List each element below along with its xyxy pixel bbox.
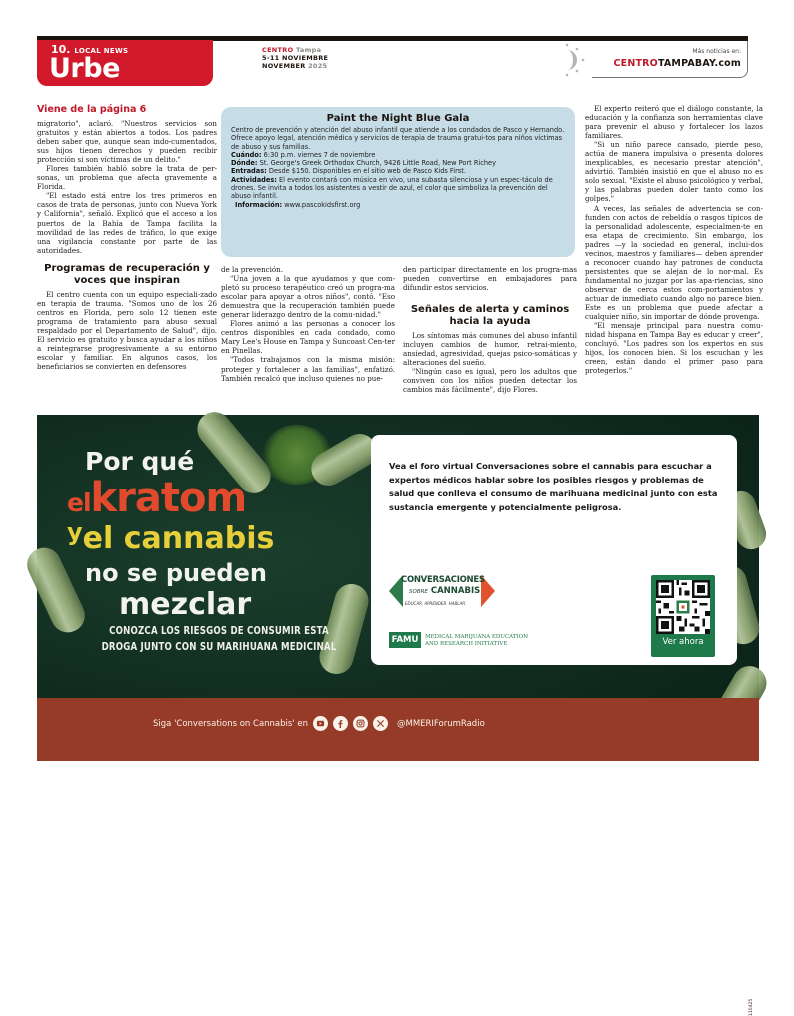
youtube-icon[interactable] <box>313 716 328 731</box>
article-column-4 <box>585 104 763 375</box>
paragraph: "Todos trabajamos con la misma misión: proteger y fortalecer a las familias", enfatizó. También recalcó que incluso quienes no pue- <box>221 355 395 383</box>
field-label: Información: <box>235 200 283 209</box>
field-value: Desde $150. Disponibles en el sitio web de Pasco Kids First. <box>266 167 466 176</box>
subheading: Programas de recuperación y voces que inspiran <box>44 262 210 286</box>
headline-cannabis: el cannabis <box>82 521 275 556</box>
paragraph: "Ningún caso es igual, pero los adultos que conviven con los niños pueden detectar los cambios más fácilmente", dijo Flores. <box>403 367 577 395</box>
section-tab <box>37 40 213 86</box>
paragraph: de la prevención. <box>221 265 283 274</box>
instagram-icon[interactable] <box>353 716 368 731</box>
field-label: Dónde: <box>231 159 258 168</box>
cannabis-kratom-advertisement <box>37 415 759 1016</box>
paragraph: "Una joven a la que ayudamos y que com-pletó su proceso terapéutico creó un progra-ma escolar para apoyar a otros niños", contó. "Eso demuestra que la recuperación también puede generar liderazgo dentro de la comu-nidad." <box>221 274 395 320</box>
headline-line-5: mezclar <box>119 587 252 622</box>
paragraph: den participar directamente en los progra-mas pueden convertirse en embajadores para difundir estos servicios. <box>403 265 577 293</box>
promo-site-red: CENTRO <box>613 58 658 69</box>
event-activities <box>231 176 565 201</box>
website-promo[interactable] <box>592 41 748 78</box>
section-name: Urbe <box>49 53 120 84</box>
paragraph: "El mensaje principal para nuestra comu-nidad hispana en Tampa Bay es educar y creer", concluyó. "Los padres son los expertos en sus hijos, los conocen bien. Si los escuchan y les creen, están dando el primer paso para protegerlos." <box>585 321 763 376</box>
paragraph: El experto reiteró que el diálogo constante, la educación y la confianza son herramientas clave para prevenir el abuso y fortalecer los lazos familiares. <box>585 104 763 141</box>
ver-ahora-label[interactable]: Ver ahora <box>662 637 704 647</box>
famu-line-2: AND RESEARCH INITIATIVE <box>425 640 508 647</box>
conversaciones-logo <box>389 569 499 621</box>
publication-city: Tampa <box>296 46 322 54</box>
field-label: Cuándo: <box>231 150 262 159</box>
paragraph: "El estado está entre los tres primeros en casos de trata de personas, junto con Nueva York y California", señaló. Explicó que el acceso a los puertos de la Bahía de Tampa facilita la movilidad de las redes de tráfico, lo que exige una vigilancia constante por parte de las autoridades. <box>37 191 217 255</box>
field-value: El evento contará con música en vivo, una subasta silenciosa y un espec-táculo de drones. Se invita a todos los asistentes a vestir de azul, el color que simboliza la prevención del abuso infantil. <box>231 175 553 201</box>
famu-line-1: MEDICAL MARIJUANA EDUCATION <box>425 634 529 640</box>
issue-info <box>262 46 328 70</box>
famu-text <box>425 634 528 647</box>
paragraph: Flores también habló sobre la trata de per-sonas, un problema que afecta gravemente a Florida. <box>37 164 217 192</box>
promo-label: Más noticias en: <box>692 48 741 55</box>
event-tickets <box>231 167 565 175</box>
promo-site-dark: TAMPABAY.com <box>657 58 741 69</box>
social-follow-row <box>153 716 485 731</box>
page-number-value: 10. <box>51 43 71 56</box>
headline-line-2 <box>67 475 246 521</box>
famu-badge: FAMU <box>389 632 421 648</box>
event-where <box>231 159 565 167</box>
continued-from-kicker: Viene de la página 6 <box>37 104 147 115</box>
headline-line-3 <box>67 518 275 556</box>
subheading: Señales de alerta y caminos hacia la ayuda <box>410 304 570 328</box>
logo-line-1: CONVERSACIONES <box>401 575 485 585</box>
event-description: Centro de prevención y atención del abuso infantil que atiende a los condados de Pasco y Hernando. Ofrece apoyo legal, atención médica y servicios de terapia de trauma gratui-tos para niños víctimas de abuso y sus familias. <box>231 126 565 151</box>
ad-footer <box>37 698 759 1016</box>
issue-date-es: 5-11 NOVIEMBRE <box>262 54 329 62</box>
paragraph: Flores animó a las personas a conocer los centros disponibles en cada condado, como Mary Lee's House en Tampa y Suncoast Cen-ter en Pinellas. <box>221 319 395 356</box>
paragraph: "Si un niño parece cansado, pierde peso, actúa de manera impulsiva o presenta dolores inexplicables, es necesario prestar atención", advirtió. También insistió en que el abuso no es solo sexual. "Existe el abuso psicológico y verbal, y las palabras pueden doler tanto como los golpes." <box>585 140 763 204</box>
logo-sobre: SOBRE <box>409 589 428 595</box>
article-column-1 <box>37 119 217 371</box>
headline-line-1: Por qué <box>85 447 195 476</box>
article-column-3 <box>403 265 577 394</box>
website-link[interactable]: www.pascokidsfirst.org <box>282 200 361 209</box>
article-column-2 <box>221 265 395 383</box>
ad-subheadline <box>89 624 349 657</box>
field-label: Entradas: <box>231 167 267 176</box>
publication-brand: CENTRO <box>262 46 294 54</box>
event-info-box <box>221 107 575 257</box>
facebook-icon[interactable] <box>333 716 348 731</box>
qr-code-block[interactable] <box>651 575 715 657</box>
paragraph: Los síntomas más comunes del abuso infantil incluyen cambios de humor, retrai-miento, ansiedad, agresividad, quejas psico-somáticas y alteraciones del sueño. <box>403 331 577 368</box>
field-value: 6:30 p.m. viernes 7 de noviembre <box>261 150 376 159</box>
paragraph: migratorio", aclaró. "Nuestros servicios son gratuitos y están abiertos a todos. Los padres deben saber que, aunque sean indo-cumentados, sus hijos tienen derechos y pueden recibir protección si son víctimas de un delito." <box>37 119 217 165</box>
event-info-link[interactable] <box>231 201 565 209</box>
section-label: LOCAL NEWS <box>74 47 129 55</box>
field-value: St. George's Greek Orthodox Church, 9426 Little Road, New Port Richey <box>257 159 497 168</box>
x-icon[interactable] <box>373 716 388 731</box>
logo-tagline: EDUCAR. APRENDER. HABLAR. <box>405 601 467 606</box>
headline-line-4: no se pueden <box>85 559 267 587</box>
headline-kratom: kratom <box>90 475 247 521</box>
logo-cannabis: CANNABIS <box>430 586 481 596</box>
ad-card-text: Vea el foro virtual Conversaciones sobre el cannabis para escuchar a expertos médicos hablar sobre los posibles riesgos y problemas de salud que conlleva el consumo de marihuana medicinal junto con esta sustancia emergente y potencialmente peligrosa. <box>389 461 718 512</box>
leaf-icon: ✱ <box>480 586 488 596</box>
paragraph: A veces, las señales de advertencia se con-funden con actos de rebeldía o rasgos típicos de la personalidad adolescente, especialmen-te en esa etapa de crecimiento. Sin embargo, los padres —y la sociedad en general, inclui-dos vecinos, maestros y familiares— deben aprender a reconocer cuando hay patrones de conducta persistentes que se alejan de lo nor-mal. Es fundamental no juzgar por las apa-riencias, sino observar de cerca estos com-portamientos y actuar de inmediato cuando algo no parece bien. Este es un problema que puede afectar a cualquier niño, sin importar de dónde provenga. <box>585 203 763 322</box>
headline-y: y <box>67 518 83 546</box>
ad-code: 110425 <box>749 998 754 1016</box>
paragraph: El centro cuenta con un equipo especiali-zado en terapia de trauma. "Somos uno de los 26 centros en Florida, pero solo 12 tienen este programa de tratamiento para abuso sexual respaldado por el Departamento de Salud", dijo. El servicio es gratuito y busca ayudar a los niños a reintegrarse progresivamente a su entorno escolar y familiar. En algunos casos, los beneficiarios se convierten en defensores <box>37 289 217 372</box>
headline-el: el <box>67 488 91 517</box>
subheadline-line-1: CONOZCA LOS RIESGOS DE CONSUMIR ESTA <box>109 625 329 638</box>
follow-text: Siga 'Conversations on Cannabis' en <box>153 718 308 729</box>
field-label: Actividades: <box>231 175 277 184</box>
promo-site-link[interactable] <box>613 58 741 69</box>
social-handle[interactable]: @MMERIForumRadio <box>396 718 485 729</box>
sun-logo-icon <box>563 42 587 78</box>
issue-month-en: NOVEMBER <box>262 62 306 70</box>
issue-year: 2025 <box>308 62 328 70</box>
logo-line-2 <box>409 586 487 596</box>
event-when <box>231 151 565 159</box>
subheadline-line-2: DROGA JUNTO CON SU MARIHUANA MEDICINAL <box>101 641 337 654</box>
qr-code-icon[interactable] <box>656 580 710 634</box>
ad-info-card <box>371 435 737 665</box>
event-title: Paint the Night Blue Gala <box>326 113 470 124</box>
